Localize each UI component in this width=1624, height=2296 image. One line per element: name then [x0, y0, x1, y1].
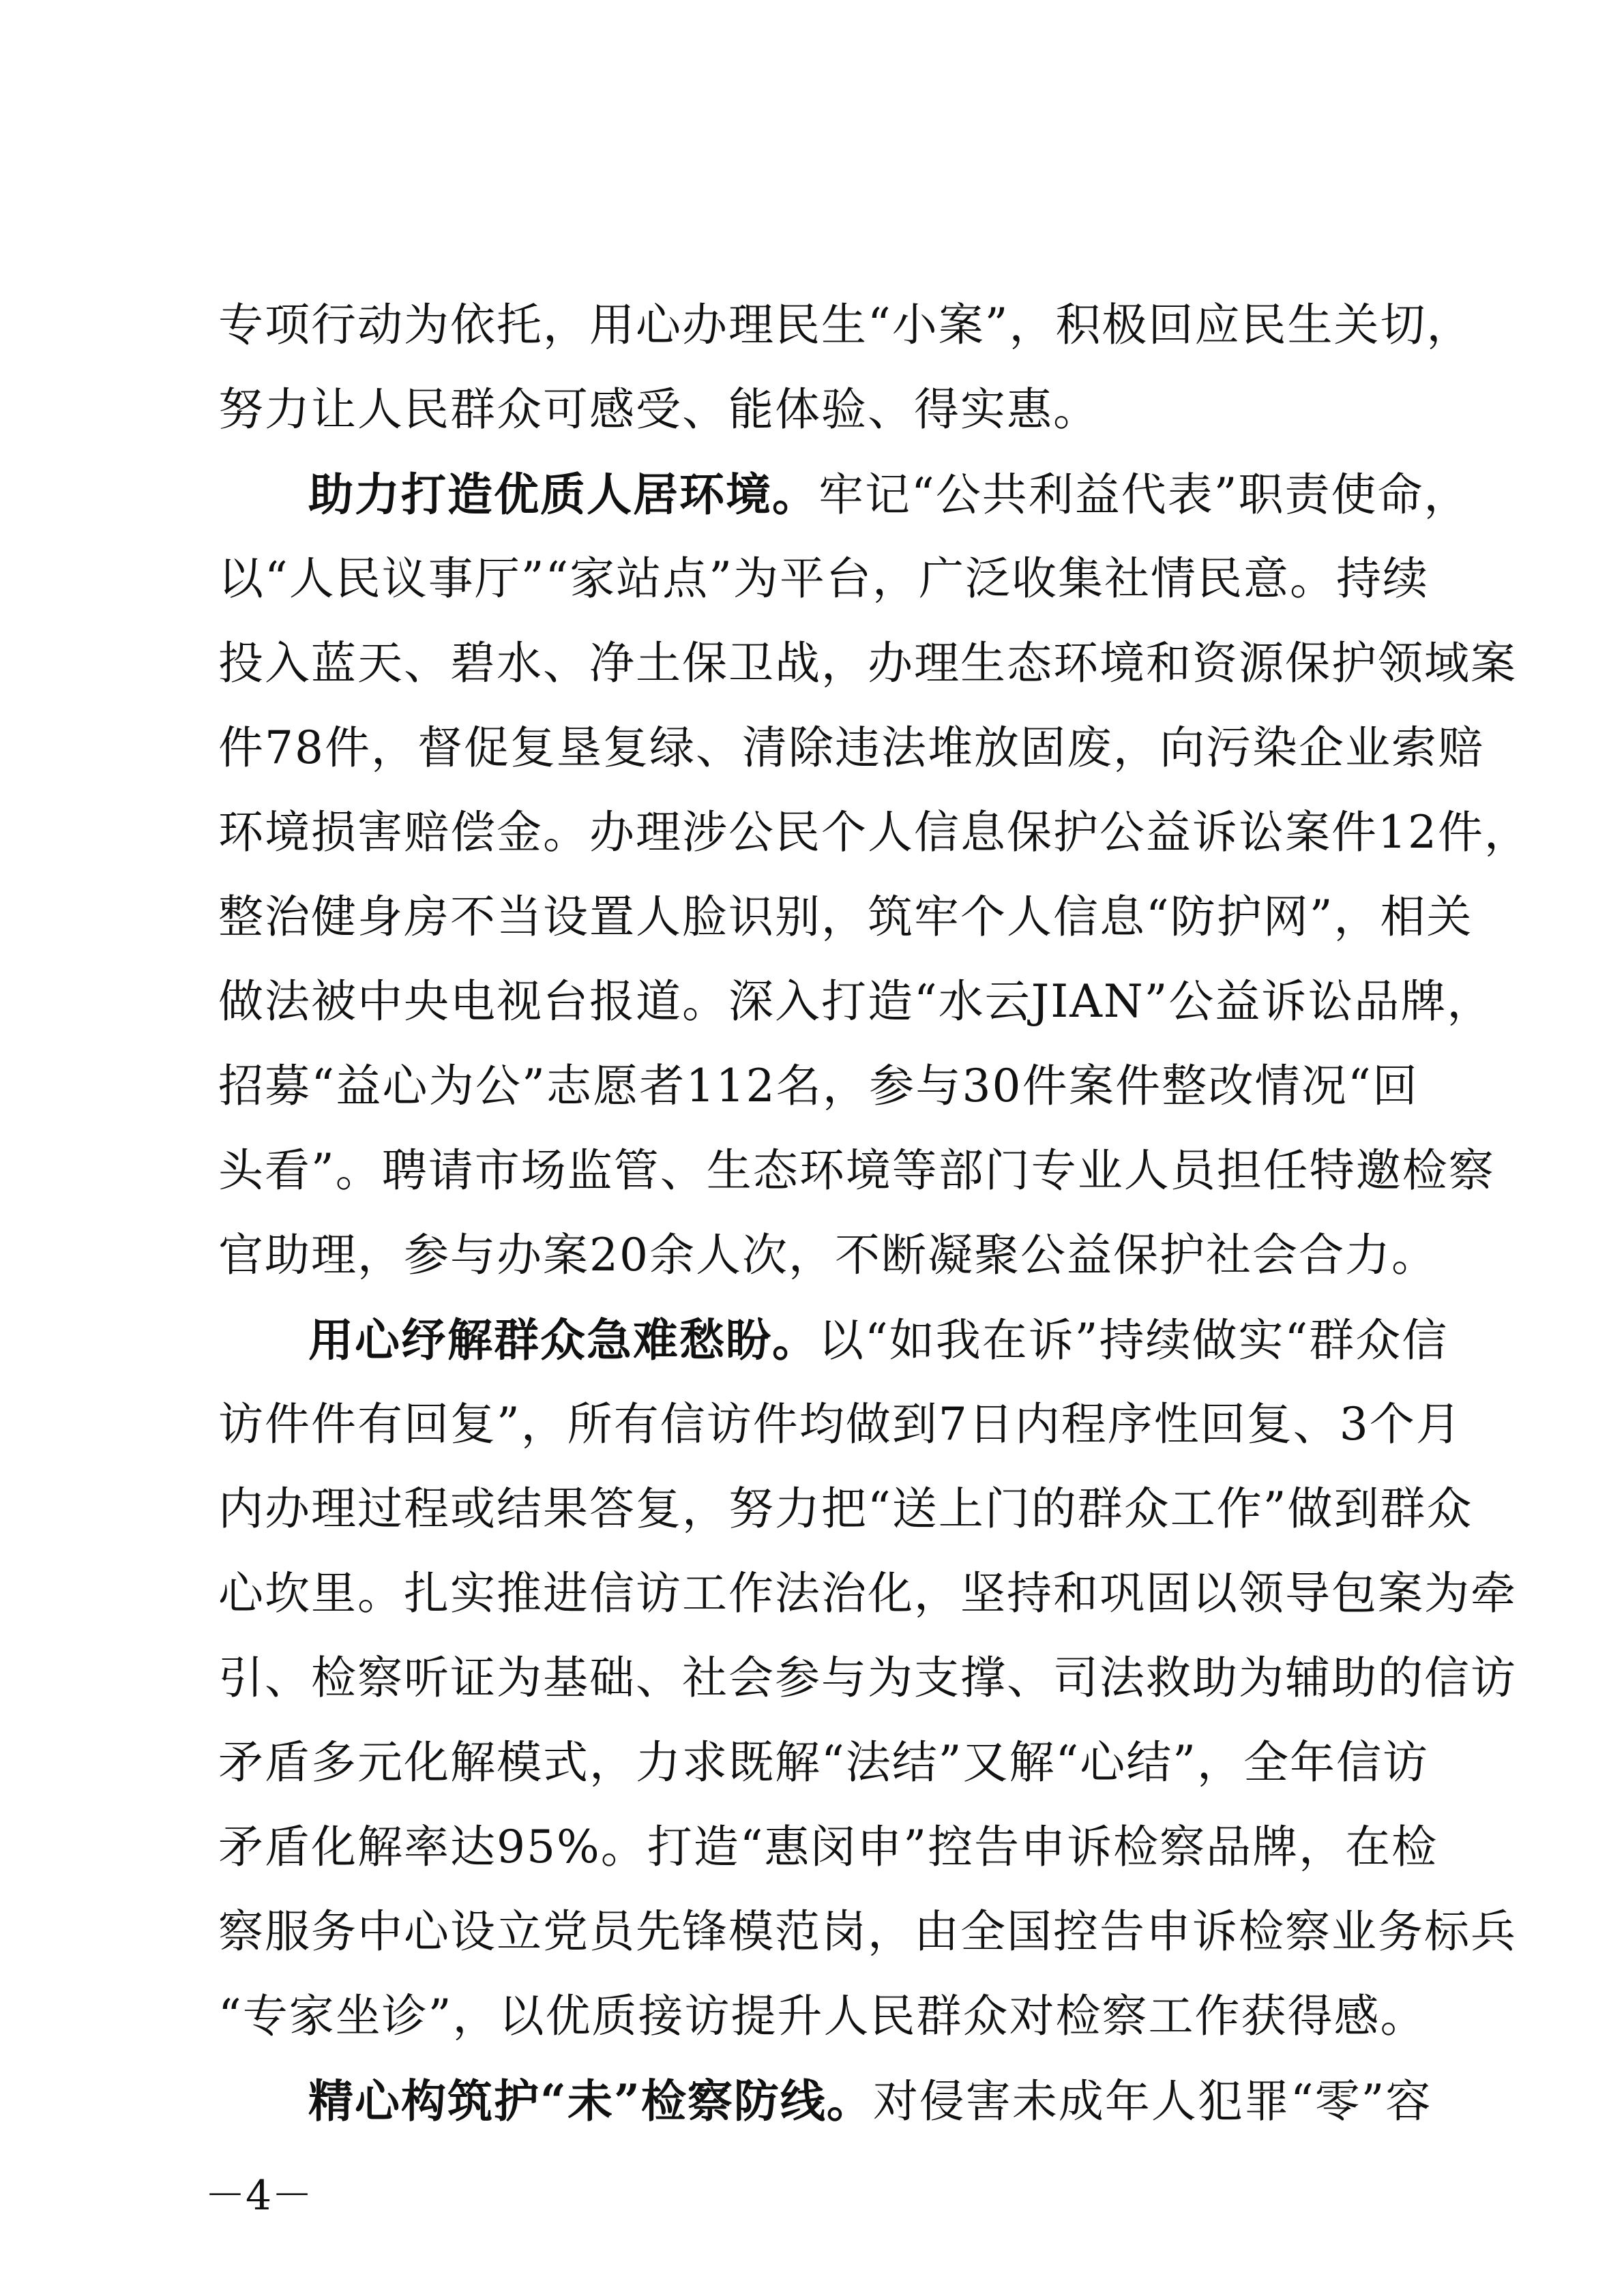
paragraph-line [308, 452, 1471, 537]
text-line: 察服务中心设立党员先锋模范岗，由全国控告申诉检察业务标兵 [218, 1905, 1517, 1958]
page-number: －4－ [205, 2172, 313, 2220]
section-heading: 助力打造优质人居环境。 [308, 468, 818, 521]
text-line: 官助理，参与办案20余人次，不断凝聚公益保护社会合力。 [218, 1229, 1438, 1281]
text-line: 以“人民议事厅”“家站点”为平台，广泛收集社情民意。持续 [218, 552, 1429, 605]
section-heading: 精心构筑护“未”检察防线。 [308, 2074, 873, 2128]
text-line: 牢记“公共利益代表”职责使命， [818, 468, 1471, 521]
text-line: 以“如我在诉”持续做实“群众信 [818, 1314, 1449, 1367]
section-heading: 用心纾解群众急难愁盼。 [308, 1313, 818, 1367]
text-line: 整治健身房不当设置人脸识别，筑牢个人信息“防护网”，相关 [218, 891, 1473, 943]
text-line: 努力让人民群众可感受、能体验、得实惠。 [218, 383, 1099, 436]
text-line: 环境损害赔偿金。办理涉公民个人信息保护公益诉讼案件12件， [218, 806, 1531, 859]
text-line: 专项行动为依托，用心办理民生“小案”，积极回应民生关切， [218, 299, 1473, 351]
text-line: 心坎里。扎实推进信访工作法治化，坚持和巩固以领导包案为牵 [218, 1567, 1517, 1620]
text-line: 矛盾化解率达95%。打造“惠闵申”控告申诉检察品牌，在检 [218, 1821, 1438, 1873]
text-line: 头看”。聘请市场监管、生态环境等部门专业人员担任特邀检察 [218, 1144, 1495, 1197]
text-line: 招募“益心为公”志愿者112名，参与30件案件整改情况“回 [218, 1060, 1419, 1112]
text-line: 矛盾多元化解模式，力求既解“法结”又解“心结”，全年信访 [218, 1736, 1429, 1789]
text-line: 做法被中央电视台报道。深入打造“水云JIAN”公益诉讼品牌， [218, 975, 1494, 1028]
paragraph-line [308, 2059, 1432, 2143]
text-line: 内办理过程或结果答复，努力把“送上门的群众工作”做到群众 [218, 1482, 1473, 1535]
paragraph-line [308, 1298, 1449, 1382]
text-line: 引、检察听证为基础、社会参与为支撑、司法救助为辅助的信访 [218, 1652, 1517, 1704]
text-line: 访件件有回复”，所有信访件均做到7日内程序性回复、3个月 [218, 1398, 1462, 1450]
text-line: 对侵害未成年人犯罪“零”容 [872, 2075, 1432, 2128]
text-line: “专家坐诊”，以优质接访提升人民群众对检察工作获得感。 [218, 1990, 1427, 2042]
text-line: 件78件，督促复垦复绿、清除违法堆放固废，向污染企业索赔 [218, 721, 1484, 774]
text-line: 投入蓝天、碧水、净土保卫战，办理生态环境和资源保护领域案 [218, 637, 1517, 689]
